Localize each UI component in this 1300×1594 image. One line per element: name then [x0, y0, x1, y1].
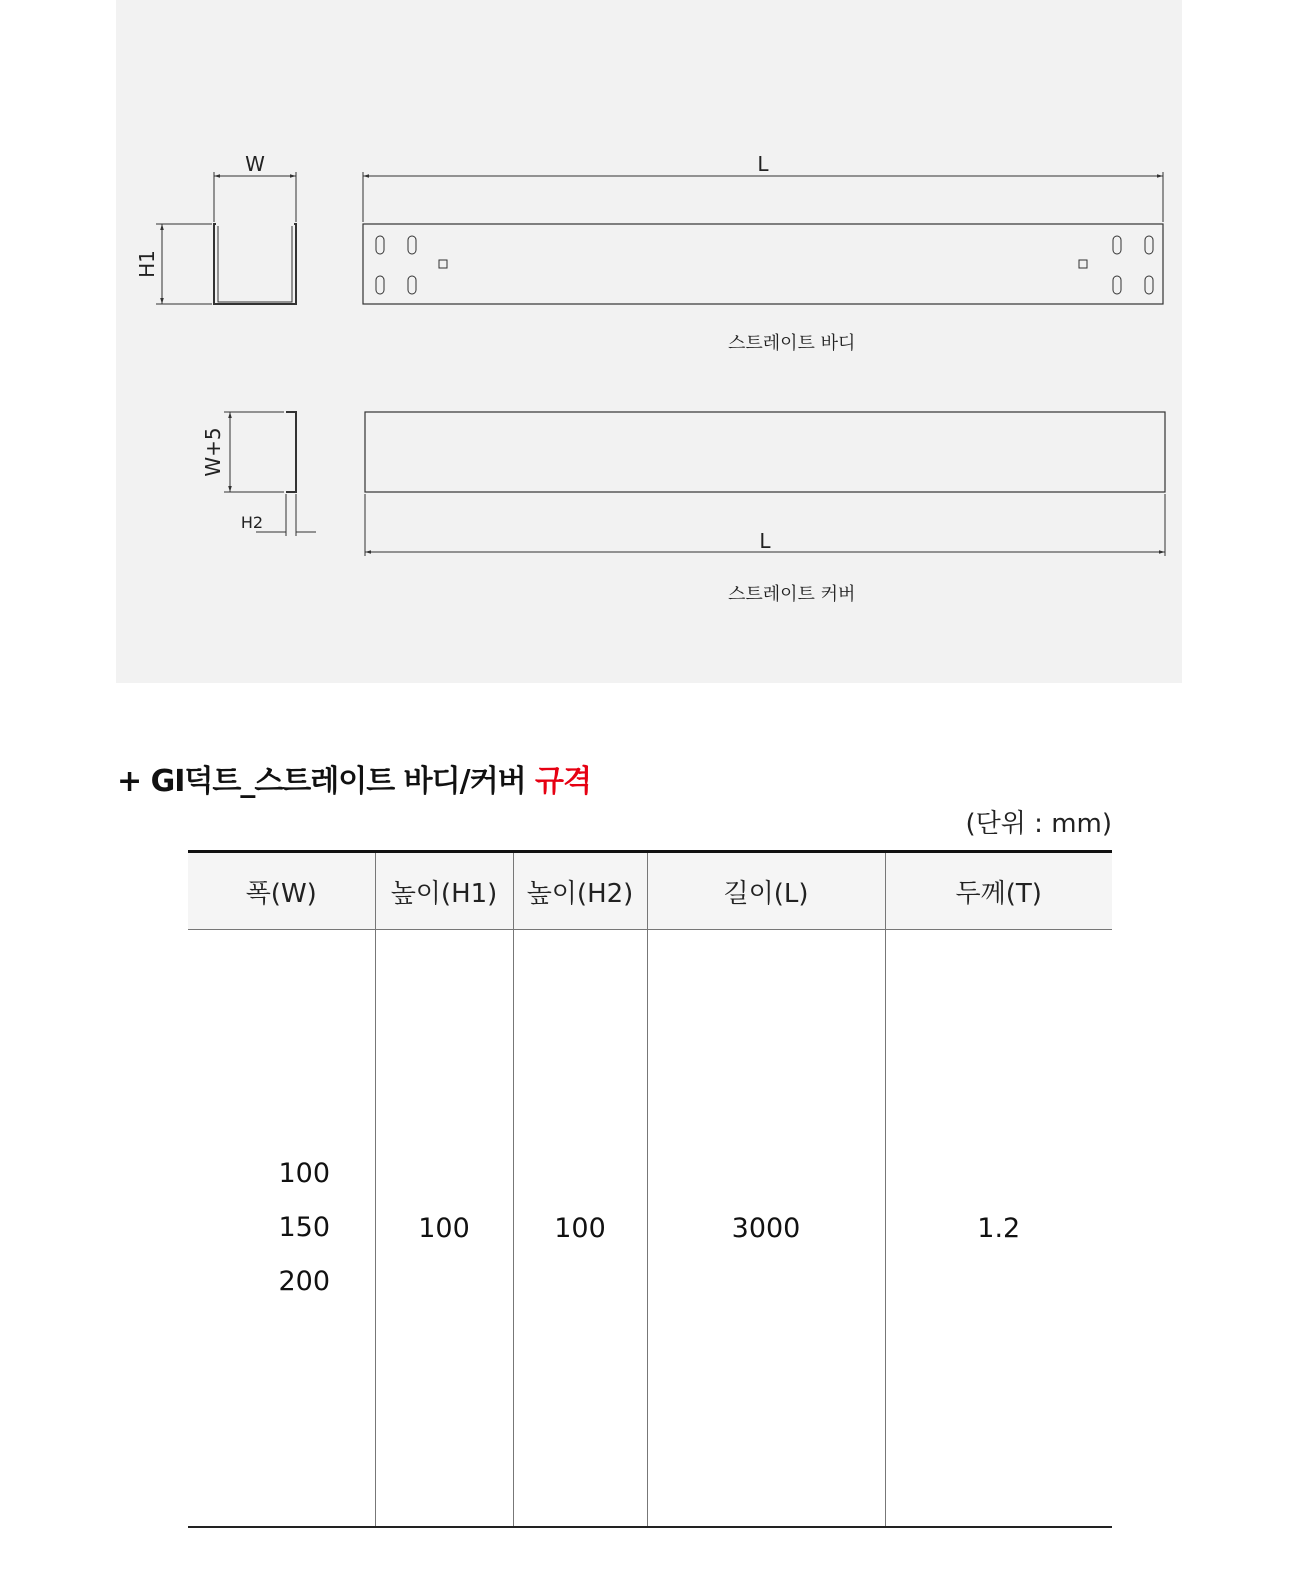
body-caption: 스트레이트 바디 — [728, 333, 856, 354]
table-row — [188, 930, 1112, 1528]
section-title-text: + GI덕트_스트레이트 바디/커버 — [117, 764, 535, 799]
width-value: 200 — [278, 1266, 331, 1297]
header-height-h1: 높이(H1) — [375, 852, 513, 930]
spec-table-header-row — [188, 852, 1112, 930]
cover-cross-section — [224, 412, 316, 536]
header-width: 폭(W) — [188, 852, 375, 930]
cell-height-h1: 100 — [375, 930, 513, 1528]
cover-width-label: W+5 — [201, 427, 225, 477]
width-value: 100 — [278, 1158, 331, 1189]
body-side-view — [363, 172, 1163, 304]
cover-height-label: H2 — [240, 513, 264, 532]
cell-height-h2: 100 — [513, 930, 647, 1528]
header-thickness: 두께(T) — [885, 852, 1112, 930]
section-title — [117, 756, 591, 800]
body-length-label: L — [757, 152, 769, 176]
body-height-label: H1 — [135, 250, 159, 278]
body-cross-section — [156, 172, 296, 304]
cover-caption: 스트레이트 커버 — [728, 584, 856, 605]
diagram-panel — [116, 0, 1182, 683]
width-value-list — [278, 1147, 330, 1309]
header-length: 길이(L) — [647, 852, 885, 930]
cell-thickness: 1.2 — [885, 930, 1112, 1528]
technical-drawing — [116, 0, 1182, 683]
spec-table — [188, 850, 1112, 1528]
cell-length: 3000 — [647, 930, 885, 1528]
width-value: 150 — [278, 1212, 331, 1243]
section-title-highlight: 규격 — [535, 764, 591, 799]
body-width-label: W — [245, 152, 265, 176]
header-height-h2: 높이(H2) — [513, 852, 647, 930]
cover-length-label: L — [759, 529, 771, 553]
cell-width — [188, 930, 375, 1528]
unit-note: (단위 : mm) — [965, 809, 1112, 839]
